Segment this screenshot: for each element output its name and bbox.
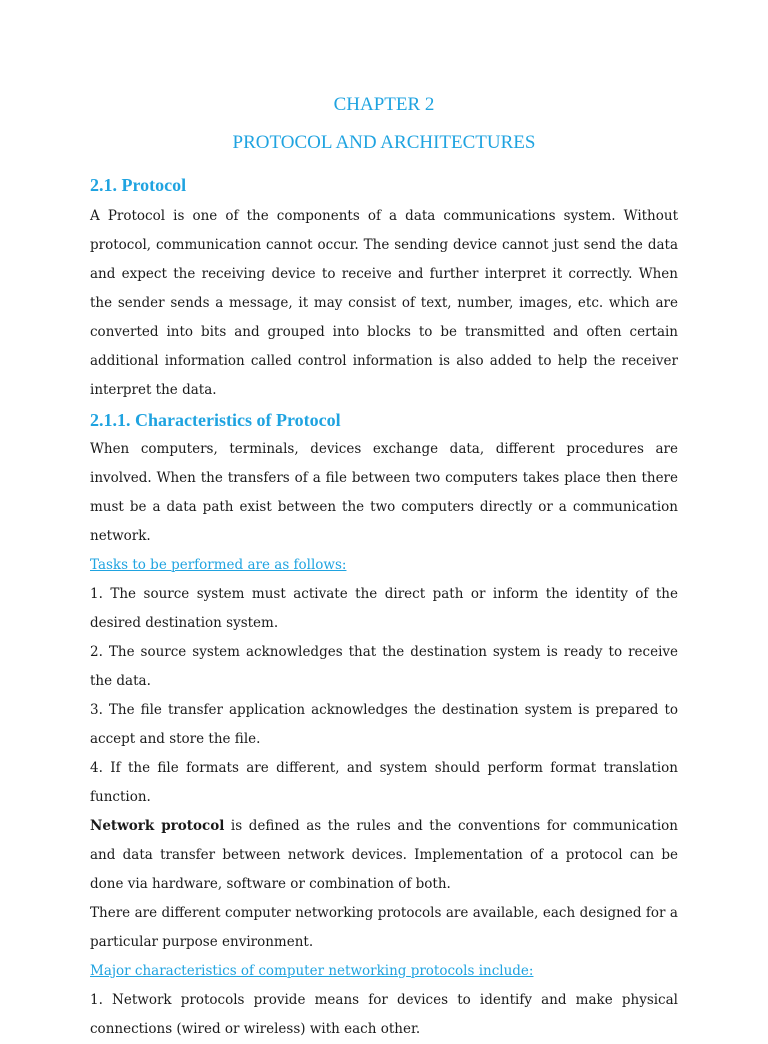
task-item-1: 1. The source system must activate the direct path or inform the identity of the desired destination system. [90, 586, 678, 631]
major-characteristics-heading: Major characteristics of computer networking protocols include: [90, 963, 534, 979]
chapter-number: CHAPTER 2 [333, 94, 435, 115]
tasks-heading: Tasks to be performed are as follows: [90, 557, 347, 573]
protocol-paragraph: A Protocol is one of the components of a data communications system. Without protocol, communication cannot occur. The sending device cannot just send the data and expect the receiving device to receive and further interpret it correctly. When the sender sends a message, it may consist of text, number, images, etc. which are converted into bits and grouped into blocks to be transmitted and often certain additional information called control information is also added to help the receiver interpret the data. [90, 208, 678, 398]
different-protocols-paragraph: There are different computer networking protocols are available, each designed for a particular purpose environment. [90, 905, 678, 950]
characteristics-paragraph: When computers, terminals, devices exchange data, different procedures are involved. When the transfers of a file between two computers takes place then there must be a data path exist between the two computers directly or a communication network. [90, 441, 678, 544]
document-page [90, 90, 678, 1044]
network-protocol-text: is defined as the rules and the conventions for communication and data transfer between network devices. Implementation of a protocol can be done via hardware, software or combination of both. [90, 818, 678, 892]
chapter-title: PROTOCOL AND ARCHITECTURES [232, 132, 536, 153]
section-heading-characteristics: 2.1.1. Characteristics of Protocol [90, 410, 341, 430]
section-heading-protocol: 2.1. Protocol [90, 175, 187, 195]
major-item-1: 1. Network protocols provide means for devices to identify and make physical connections (wired or wireless) with each other. [90, 992, 678, 1037]
network-protocol-paragraph [90, 812, 678, 899]
task-item-2: 2. The source system acknowledges that the destination system is ready to receive the data. [90, 644, 678, 689]
task-item-3: 3. The file transfer application acknowledges the destination system is prepared to accept and store the file. [90, 702, 678, 747]
task-item-4: 4. If the file formats are different, and system should perform format translation function. [90, 760, 678, 805]
network-protocol-term: Network protocol [90, 818, 225, 834]
